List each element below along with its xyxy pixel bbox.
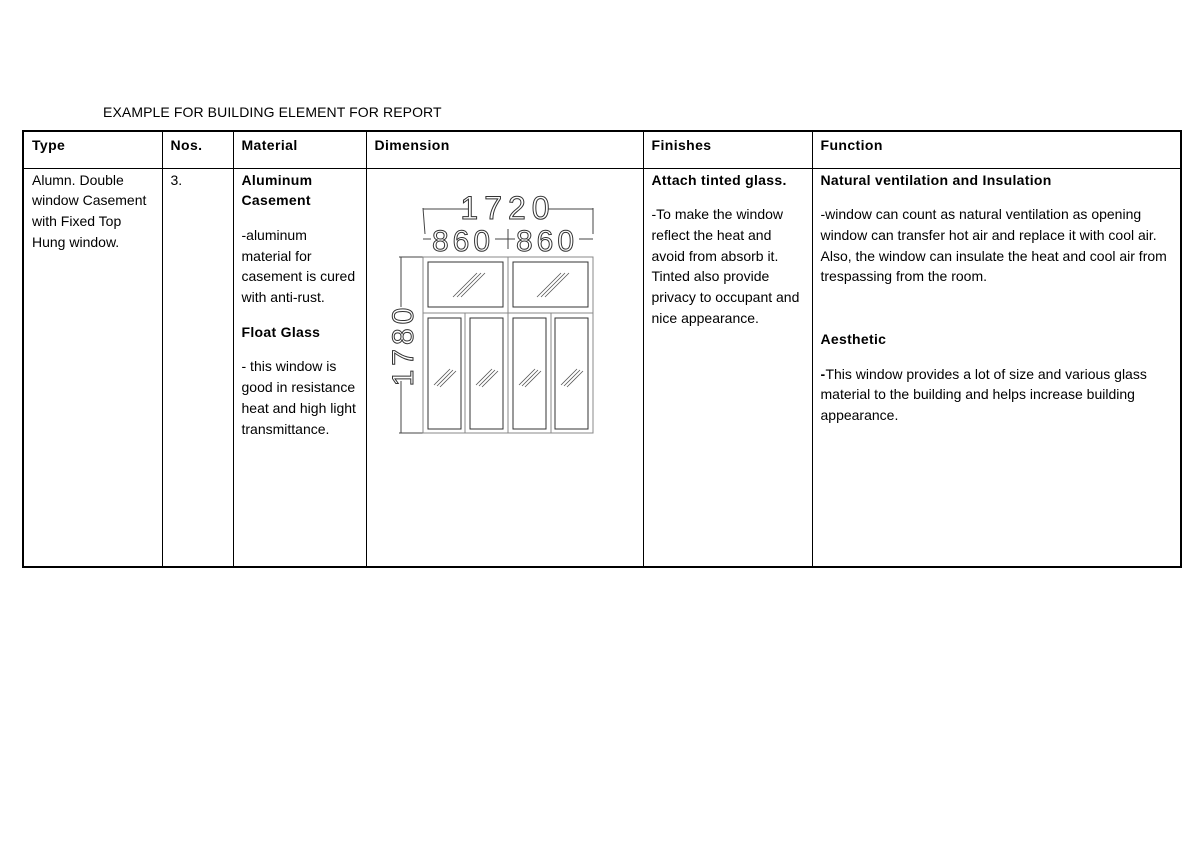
header-function: Function [812, 131, 1181, 168]
dim-ext-left [423, 208, 425, 234]
header-type: Type [23, 131, 162, 168]
function-cell [812, 168, 1181, 567]
material-text-glass: - this window is good in resistance heat and high light transmittance. [241, 358, 356, 437]
dim-label-height: 1780 [386, 303, 420, 386]
function-text-ventilation: -window can count as natural ventilation as opening window can transfer hot air and replace it with cool air. Also, the window can insulate the heat and cool air from trespassing from the room. [820, 206, 1167, 285]
top-hung-pane-right [513, 262, 588, 307]
header-finishes: Finishes [643, 131, 812, 168]
page-title: EXAMPLE FOR BUILDING ELEMENT FOR REPORT [103, 104, 442, 120]
header-material: Material [233, 131, 366, 168]
function-text-aesthetic [821, 364, 1173, 426]
nos-text: 3. [170, 171, 183, 188]
type-cell [23, 168, 162, 567]
function-text-aesthetic-lead: - [820, 365, 826, 382]
dim-label-860-left: 860 [431, 224, 494, 258]
material-text-aluminum: -aluminum material for casement is cured with anti-rust. [241, 226, 356, 306]
finishes-text: -To make the window reflect the heat and avoid from absorb it. Tinted also provide privacy to occupant and nice appearance. [651, 206, 800, 326]
dimension-cell [366, 168, 643, 567]
header-dimension: Dimension [366, 131, 643, 168]
material-cell [233, 168, 366, 567]
casement-pane-3 [513, 318, 546, 429]
function-text-aesthetic-body: This window provides a lot of size and various glass material to the building and helps increase building appearance. [820, 365, 1147, 424]
casement-pane-1 [428, 318, 461, 429]
finishes-heading: Attach tinted glass. [651, 171, 787, 188]
building-element-table [22, 130, 1182, 568]
table-row [23, 168, 1181, 567]
header-row [23, 131, 1181, 168]
function-heading-ventilation: Natural ventilation and Insulation [820, 171, 1052, 188]
casement-pane-2 [470, 318, 503, 429]
material-heading-glass: Float Glass [241, 323, 321, 340]
type-text: Alumn. Double window Casement with Fixed Top Hung window. [32, 171, 147, 250]
function-heading-aesthetic: Aesthetic [820, 331, 887, 348]
dim-label-overall: 1720 [459, 189, 556, 226]
nos-cell [162, 168, 233, 567]
casement-pane-4 [555, 318, 588, 429]
window-elevation-drawing [383, 189, 603, 439]
header-nos: Nos. [162, 131, 233, 168]
material-heading-aluminum: Aluminum Casement [241, 171, 313, 209]
finishes-cell [643, 168, 812, 567]
dim-label-860-right: 860 [515, 224, 578, 258]
